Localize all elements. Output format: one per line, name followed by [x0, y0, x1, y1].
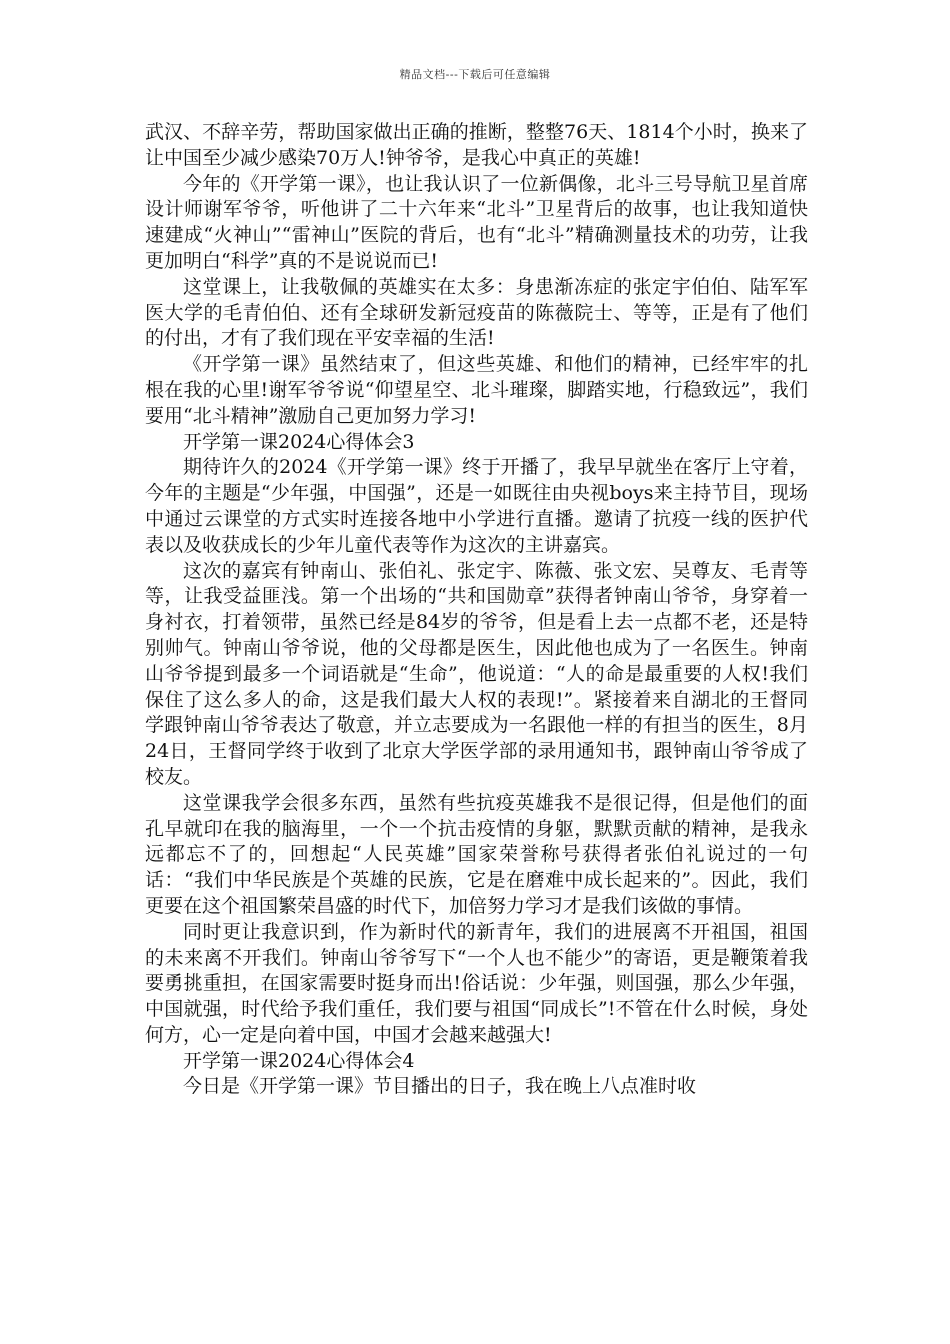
paragraph-continuation: 武汉、不辞辛劳，帮助国家做出正确的推断，整整76天、1814个小时，换来了让中国至少减少感染70万人!钟爷爷，是我心中真正的英雄! — [145, 121, 808, 169]
paragraph: 今日是《开学第一课》节目播出的日子，我在晚上八点准时收 — [183, 1075, 697, 1098]
paragraph: 这堂课我学会很多东西，虽然有些抗疫英雄我不是很记得，但是他们的面孔早就印在我的脑海里，一个一个抗击疫情的身躯，默默贡献的精神，是我永远都忘不了的，回想起“人民英雄”国家荣誉称号获得者张伯礼说过的一句话：“我们中华民族是个英雄的民族，它是在磨难中成长起来的”。因此，我们更要在这个祖国繁荣昌盛的时代下，加倍努力学习才是我们该做的事情。 — [145, 791, 808, 917]
paragraph: 这次的嘉宾有钟南山、张伯礼、张定宇、陈薇、张文宏、吴尊友、毛青等等，让我受益匪浅。第一个出场的“共和国勋章”获得者钟南山爷爷，身穿着一身衬衣，打着领带，虽然已经是84岁的爷爷，但是看上去一点都不老，还是特别帅气。钟南山爷爷说，他的父母都是医生，因此他也成为了一名医生。钟南山爷爷提到最多一个词语就是“生命”，他说道：“人的命是最重要的人权!我们保住了这么多人的命，这是我们最大人权的表现!”。紧接着来自湖北的王督同学跟钟南山爷爷表达了敬意，并立志要成为一名跟他一样的有担当的医生，8月24日，王督同学终于收到了北京大学医学部的录用通知书，跟钟南山爷爷成了校友。 — [145, 559, 808, 788]
section-heading: 开学第一课2024心得体会4 — [183, 1049, 415, 1072]
section-heading: 开学第一课2024心得体会3 — [183, 430, 415, 453]
paragraph: 同时更让我意识到，作为新时代的新青年，我们的进展离不开祖国，祖国的未来离不开我们。钟南山爷爷写下“一个人也不能少”的寄语，更是鞭策着我要勇挑重担，在国家需要时挺身而出!俗话说：少年强，则国强，那么少年强，中国就强，时代给予我们重任，我们要与祖国“同成长”!不管在什么时候，身处何方，心一定是向着中国，中国才会越来越强大! — [145, 920, 808, 1046]
document-body — [145, 120, 808, 1100]
paragraph: 今年的《开学第一课》，也让我认识了一位新偶像，北斗三号导航卫星首席设计师谢军爷爷，听他讲了二十六年来“北斗”卫星背后的故事，也让我知道快速建成“火神山”“雷神山”医院的背后，也有“北斗”精确测量技术的功劳，让我更加明白“科学”真的不是说说而已! — [145, 172, 808, 272]
paragraph: 《开学第一课》虽然结束了，但这些英雄、和他们的精神，已经牢牢的扎根在我的心里!谢军爷爷说“仰望星空、北斗璀璨，脚踏实地，行稳致远”，我们要用“北斗精神”激励自己更加努力学习! — [145, 353, 808, 427]
page-header: 精品文档---下载后可任意编辑 — [399, 68, 551, 81]
paragraph: 这堂课上，让我敬佩的英雄实在太多：身患渐冻症的张定宇伯伯、陆军军医大学的毛青伯伯、还有全球研发新冠疫苗的陈薇院士、等等，正是有了他们的付出，才有了我们现在平安幸福的生活! — [145, 275, 808, 350]
paragraph: 期待许久的2024《开学第一课》终于开播了，我早早就坐在客厅上守着，今年的主题是“少年强，中国强”，还是一如既往由央视boys来主持节目，现场中通过云课堂的方式实时连接各地中小学进行直播。邀请了抗疫一线的医护代表以及收获成长的少年儿童代表等作为这次的主讲嘉宾。 — [145, 456, 808, 556]
